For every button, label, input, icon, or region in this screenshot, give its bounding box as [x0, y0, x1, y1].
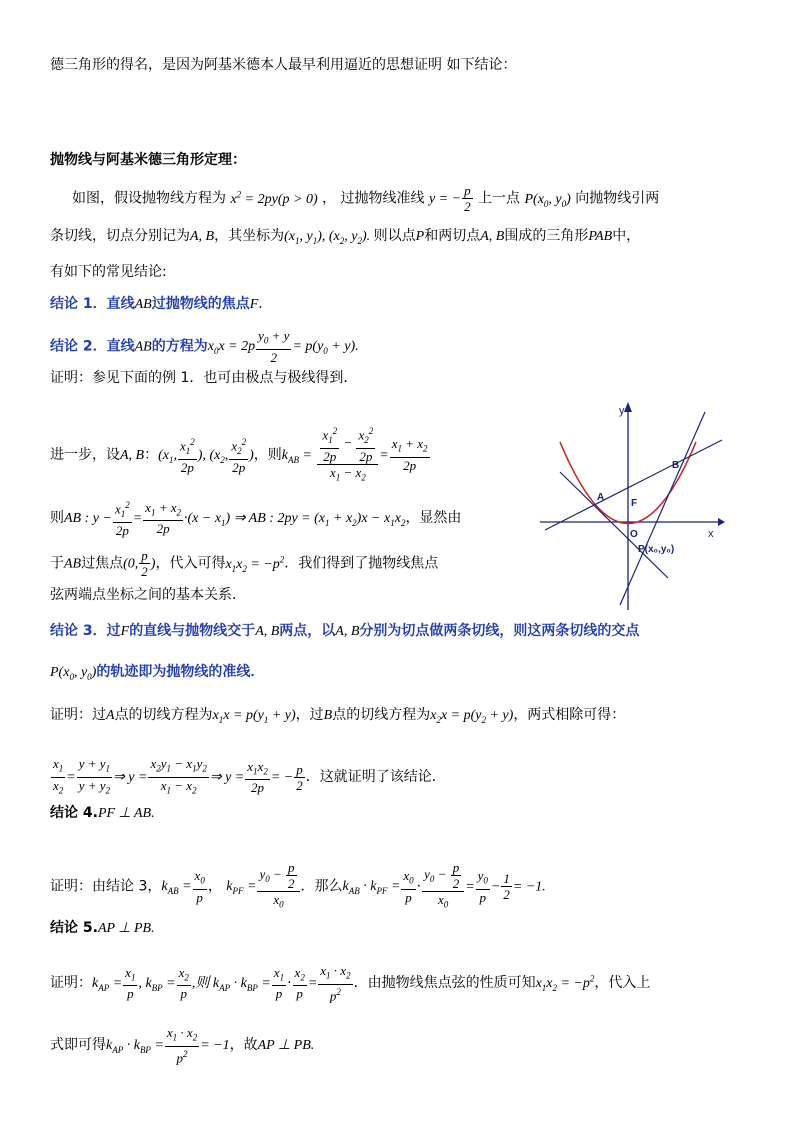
p1-text-c: 上一点: [478, 190, 521, 207]
intro-text: 德三角形的得名，是因为阿基米德本人最早利用逼近的思想证明 如下结论：: [50, 57, 517, 73]
then-f3: $\cdot(x - x_1)$ ⇒ AB : $2py = (x_1 + x_2)x - x_1x_2$: [184, 510, 406, 528]
proof5-frac-5: $\frac{x_1 \cdot x_2}{p^2}$: [320, 963, 351, 1003]
focus-text-b: 过焦点: [81, 555, 124, 572]
p2-text-c: 则以点: [373, 228, 416, 244]
step-text-a: 进一步，设: [50, 446, 120, 463]
proof3-text-e: ，两式相除可得：: [513, 707, 626, 723]
focus-f3: $x_1x_2 = -p^2$: [225, 553, 285, 574]
proof4-frac-1: $\frac{x_0}{p}$: [194, 868, 205, 905]
frac-p-2: $\frac{p}{2}$: [464, 183, 471, 214]
proof4-prod: $k_{AB} \cdot k_{PF}$ =: [342, 879, 401, 897]
p1-text-d: 向抛物线引两: [575, 190, 660, 207]
deriv-frac-2: $\frac{y + y_1}{y + y_2}$: [78, 756, 111, 796]
then-f2: =: [132, 510, 143, 526]
focus-text-a: 于: [50, 555, 64, 572]
formula-pab: PAB: [588, 229, 613, 244]
formula-point-p: $P(x_0$, $y_0$): [524, 191, 571, 209]
deriv-frac-3: $\frac{x_2y_1 - x_1y_2}{x_1 - x_2}$: [150, 756, 207, 796]
c5-label: 结论 5.: [50, 920, 98, 936]
proof5-text-b: ．由抛物线焦点弦的性质可知: [353, 974, 536, 991]
c3-text-b: 的直线与抛物线交于: [129, 623, 256, 639]
deriv-frac-5: $\frac{p}{2}$: [296, 761, 303, 793]
proof3-text-c: ，过: [295, 707, 324, 723]
proof3-eq1: $x_1x = p(y_1 + y)$: [212, 708, 296, 725]
focus-frac: $\frac{p}{2}$: [141, 548, 148, 579]
deriv-frac-4: $\frac{x_1x_2}{2p}$: [247, 758, 268, 796]
label-b: B: [672, 460, 680, 471]
parabola-figure: [540, 400, 725, 615]
c1-ab: AB: [134, 297, 152, 312]
c3-text-c: 两点，以: [279, 623, 336, 639]
proof5-text-c: ，代入上: [594, 974, 651, 991]
last-frac: $\frac{x_1 \cdot x_2}{p^2}$: [166, 1025, 198, 1065]
para-1-line-1: [72, 183, 659, 214]
p2-text-d: 和两切点: [424, 228, 481, 244]
formula-directrix: y = −: [428, 191, 462, 207]
proof1-text: 证明：参见下面的例 1．也可由极点与极线得到．: [50, 370, 358, 386]
y-axis-arrow: [624, 402, 632, 412]
step-frac-2: $\frac{x_2^2}{2p}$: [231, 436, 247, 475]
conclusion-5: [50, 918, 155, 939]
c3-point: $P(x_0$, $y_0$): [50, 665, 97, 682]
label-x: x: [708, 528, 714, 540]
proof3-text-b: 点的切线方程为: [114, 707, 213, 723]
proof4-frac-2: $y_0$ − $\frac{p}{2}$ $x_0$: [257, 860, 299, 913]
proof5-frac-2: $\frac{x_2}{p}$: [178, 964, 189, 1002]
conclusion-2: [50, 328, 359, 365]
last-text-a: 式即可得: [50, 1036, 106, 1053]
then-text-a: 则: [50, 509, 64, 526]
proof4-text-b: ．那么: [300, 878, 343, 895]
focus-text-c: ，代入可得: [155, 555, 226, 572]
c1-dot: .: [258, 296, 263, 312]
proof3-a: A: [106, 708, 115, 723]
conclusion-1: [50, 294, 263, 315]
deriv-eq-4: = −: [270, 770, 294, 786]
focus-text-d: ．我们得到了抛物线焦点: [284, 555, 439, 572]
step-kab: $k_{AB}$ =: [281, 447, 312, 465]
proof4-result: = −1.: [512, 879, 546, 895]
then-line: [50, 498, 461, 538]
proof-3-derivation: [50, 756, 446, 798]
step-coord-1: ($x_1$,: [158, 447, 177, 465]
c3-text-e: 的轨迹即为抛物线的准线．: [96, 664, 265, 680]
conclusion-4: [50, 803, 155, 824]
proof3-end: ．这就证明了该结论．: [305, 769, 446, 786]
proof3-text-a: 证明：过: [50, 707, 106, 723]
last-result: AP ⊥ PB.: [257, 1037, 315, 1053]
deriv-frac-1: $\frac{x_1}{x_2}$: [53, 756, 64, 796]
para-1-line-3: [50, 262, 167, 282]
c3-ab: A, B: [255, 624, 280, 639]
then-frac-2: $\frac{x_1 + x_2}{2p}$: [145, 499, 181, 537]
proof3-eq2: $x_2x = p(y_2 + y)$: [430, 708, 514, 725]
proof4-minus: −: [490, 879, 501, 895]
step-eq: =: [379, 447, 389, 463]
step-slope-frac: $\frac{x_1^2}{2p}$ − $\frac{x_2^2}{2p}$ $x_1 - x_2$: [317, 424, 378, 486]
proof4-text-a: 证明：由结论 3，: [50, 878, 162, 895]
c1-text: 过抛物线的焦点: [151, 296, 250, 312]
step-frac-1: $\frac{x_1^2}{2p}$: [180, 436, 195, 475]
proof4-kpf: $k_{PF}$ =: [226, 879, 257, 897]
proof5-kap: $k_{AP}$ =: [92, 975, 123, 993]
step-line: 进一步，设A, B：($x_1$, $\frac{x_1^2}{2p}$ ), ($x_2$, $\frac{x_2^2}{2p}$ )，则$k_{AB}$ = $\frac{x_1^2}{2p}$ − $\frac{x_2^2}{2p}$ $x_1 - x_2$ = $\frac{x_1 + x_2}{2p}$: [50, 424, 431, 486]
p2-text-e: 围成的三角形: [504, 228, 589, 244]
then-frac-1: $\frac{x_1^2}{2p}$: [114, 500, 130, 538]
c5-formula: AP ⊥ PB.: [97, 921, 155, 936]
c3-text-d: 分别为切点做两条切线，则这两条切线的交点: [359, 623, 640, 639]
then-f1: AB : y −: [64, 510, 112, 526]
c3-f: F: [120, 624, 130, 639]
chord-ab: [545, 440, 722, 530]
last-eq: = −1: [200, 1037, 230, 1053]
proof4-frac-4: $y_0$ − $\frac{p}{2}$ $x_0$: [422, 860, 464, 913]
proof5-then: ,则 $k_{AP} \cdot k_{BP}$ =: [191, 975, 271, 993]
proof4-frac-3: $\frac{x_0}{p}$: [403, 868, 414, 905]
c4-label: 结论 4.: [50, 805, 98, 821]
parabola-diagram: [540, 400, 725, 615]
last-line: [50, 1025, 314, 1065]
step-result-frac: $\frac{x_1 + x_2}{2p}$: [391, 436, 428, 474]
c4-formula: PF ⊥ AB.: [97, 806, 155, 821]
step-coord-2: ), ($x_2$,: [197, 447, 229, 465]
p1-text-a: 如图，假设抛物线方程为: [72, 190, 226, 207]
label-a: A: [597, 492, 605, 503]
formula-ab-2: A, B: [480, 229, 505, 244]
para-1-line-2: [50, 226, 640, 251]
p2-text-b: ，其坐标为: [214, 228, 285, 244]
p1-text-b: ， 过抛物线准线: [322, 190, 425, 207]
tangent-a: [560, 472, 668, 578]
c2-formula-b: = $p(y_0 + y)$.: [292, 339, 359, 357]
chord-line: [50, 585, 246, 605]
chord-text: 弦两端点坐标之间的基本关系．: [50, 587, 246, 603]
proof3-b: B: [323, 708, 333, 723]
c1-label: 结论 1．直线: [50, 296, 135, 312]
proof4-eq: =: [465, 879, 475, 895]
p2-text-f: 中，: [612, 228, 641, 244]
proof3-text-d: 点的切线方程为: [332, 707, 431, 723]
label-y: y: [619, 405, 625, 417]
proof5-frac-3: $\frac{x_1}{p}$: [273, 964, 285, 1002]
theorem-title: [50, 150, 246, 170]
c2-formula-a: $x_0x = 2p$: [207, 339, 256, 357]
proof5-rel: $x_1x_2 = -p^2$: [535, 973, 595, 993]
step-text-b: ，则: [253, 446, 282, 463]
focus-ab: AB: [64, 556, 82, 572]
focus-line: [50, 548, 438, 579]
label-o: O: [630, 529, 638, 540]
theorem-title-text: 抛物线与阿基米德三角形定理：: [50, 152, 246, 168]
proof5-text-a: 证明：: [50, 974, 92, 991]
proof5-eq: =: [307, 975, 318, 991]
proof-5: 证明：$k_{AP}$ = $\frac{x_1}{p}$ , $k_{BP}$ = $\frac{x_2}{p}$ ,则 $k_{AP} \cdot k_{BP}$ = $\frac{x_1}{p}$ · $\frac{x_2}{p}$ = $\frac{x_1 \cdot x_2}{p^2}$ ．由抛物线焦点弦的性质可知$x_1x_2 = -p^2$，代入上: [50, 963, 651, 1003]
c2-frac: $\frac{y_0 + y}{2}$: [258, 328, 290, 365]
proof4-frac-6: $\frac{1}{2}$: [503, 870, 510, 902]
c3-ab-2: A, B: [335, 624, 360, 639]
formula-parabola: $x^2 = 2py(p > 0)$: [230, 188, 318, 207]
proof-4: 证明：由结论 3，$k_{AB}$ = $\frac{x_0}{p}$ ， $k_{PF}$ = $y_0$ − $\frac{p}{2}$ $x_0$ ．那么$k_{AB} \cdot k_{PF}$ = $\frac{x_0}{p}$ · $y_0$ − $\frac{p}{2}$ $x_0$ = $\frac{y_0}{p}$ − $\frac{1}{2}$ = −1.: [50, 860, 546, 913]
p3-text: 有如下的常见结论:: [50, 264, 167, 280]
deriv-eq-2: ⇒ y =: [113, 770, 148, 786]
formula-coords: ($x_1$, $y_1$), ($x_2$, $y_2$).: [284, 229, 374, 246]
conclusion-3: [50, 621, 639, 642]
focus-f2: ): [150, 556, 156, 572]
x-axis-arrow: [718, 518, 725, 526]
p2-text-a: 条切线，切点分别记为: [50, 228, 190, 244]
last-text-b: ，故: [229, 1036, 258, 1053]
c2-text: 的方程为: [151, 338, 208, 355]
c2-label: 结论 2．直线: [50, 338, 135, 355]
deriv-eq-1: =: [66, 770, 76, 786]
formula-ab: A, B: [190, 229, 215, 244]
step-coord-3: ): [249, 447, 254, 463]
proof-1: [50, 368, 357, 388]
c3-text-a: 结论 3．过: [50, 623, 121, 639]
step-ab: A, B: [120, 447, 145, 463]
proof5-kbp: , $k_{BP}$ =: [138, 975, 176, 993]
proof4-frac-5: $\frac{y_0}{p}$: [477, 868, 488, 905]
formula-p: P: [415, 229, 425, 244]
c2-ab: AB: [134, 339, 152, 355]
intro-line: [50, 55, 516, 75]
c1-f: F: [249, 297, 259, 312]
label-f: F: [631, 498, 638, 509]
deriv-eq-3: ⇒ y =: [209, 770, 245, 786]
proof-3: [50, 705, 625, 730]
focus-f1: (0,: [123, 556, 139, 572]
then-text-b: ，显然由: [405, 509, 462, 526]
last-prod: $k_{AP} \cdot k_{BP}$ =: [106, 1037, 164, 1055]
label-p: P(x₀,y₀): [638, 544, 675, 555]
proof4-kab: $k_{AB}$ =: [161, 879, 192, 897]
proof5-frac-4: $\frac{x_2}{p}$: [294, 964, 305, 1002]
proof5-frac-1: $\frac{x_1}{p}$: [125, 964, 136, 1002]
conclusion-3-cont: [50, 662, 264, 687]
